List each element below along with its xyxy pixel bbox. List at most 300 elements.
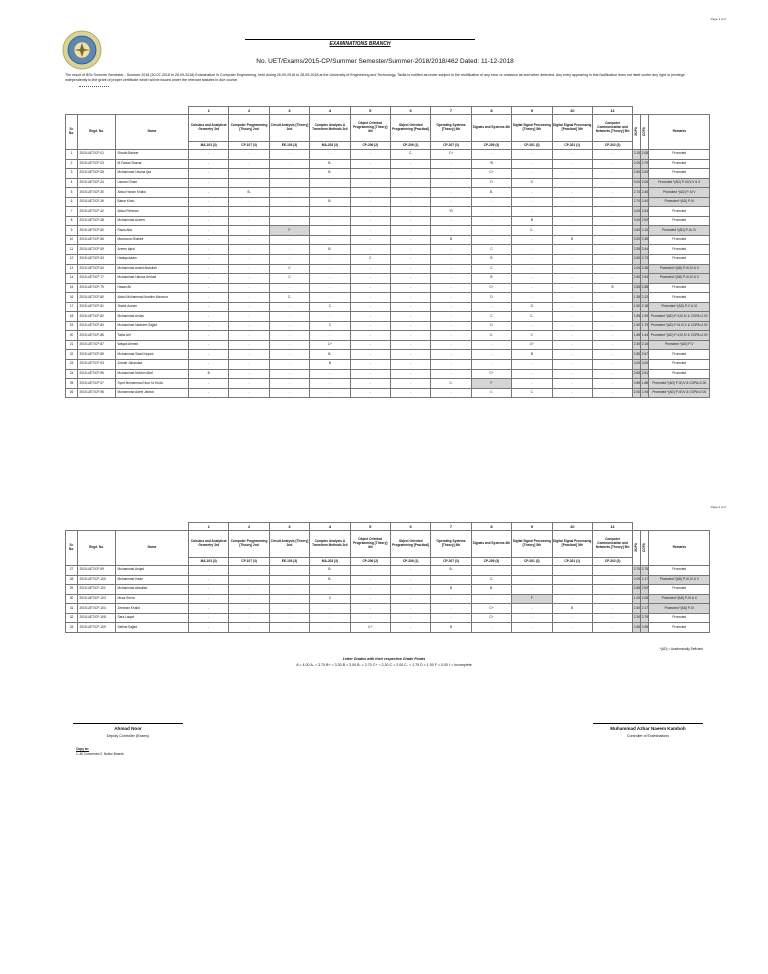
grade-cell: C-	[269, 293, 309, 303]
regd-cell: 2015-UET/CP-86	[78, 331, 116, 341]
course-code: CP-302 (3)	[592, 142, 632, 150]
sgpa-cell: 2.85	[633, 350, 641, 360]
name-cell: Raiza Alfa	[116, 226, 189, 236]
grade-cell: -	[390, 360, 430, 370]
grade-cell: -	[189, 226, 229, 236]
grade-cell: D	[512, 302, 552, 312]
sr-cell: 29	[66, 585, 78, 595]
signature-right	[592, 723, 704, 738]
sgpa-cell: 2.70	[633, 566, 641, 576]
subject-header: Computer Communication and Networks [Theory] 5th	[592, 531, 632, 558]
sgpa-cell: 2.70	[633, 197, 641, 207]
grade-cell: -	[512, 274, 552, 284]
grade-cell: -	[592, 331, 632, 341]
sgpa-cell: 1.50	[633, 302, 641, 312]
sgpa-cell: 2.65	[633, 369, 641, 379]
grade-cell: C-	[431, 379, 471, 389]
grade-cell: -	[350, 360, 390, 370]
sr-cell: 4	[66, 178, 78, 188]
sgpa-cell: 2.85	[633, 585, 641, 595]
cgpa-cell: 2.16	[641, 340, 649, 350]
grade-cell: -	[350, 245, 390, 255]
regd-cell: 2015-UET/CP-48	[78, 216, 116, 226]
grade-cell: -	[390, 350, 430, 360]
subject-header: Object Oriented Programming [Theory] 4th	[350, 531, 390, 558]
sgpa-header	[633, 531, 641, 566]
grade-cell: -	[431, 283, 471, 293]
grade-cell: -	[189, 321, 229, 331]
regd-cell: 2015-UET/CP-79	[78, 283, 116, 293]
grade-cell: -	[592, 188, 632, 198]
name-cell: Muhammad Hamza Arshad	[116, 274, 189, 284]
grade-cell: *D	[471, 159, 511, 169]
regd-cell: 2015-UET/CP-64	[78, 264, 116, 274]
grade-cell: -	[229, 585, 269, 595]
grade-cell: -	[269, 216, 309, 226]
grade-cell: -	[431, 159, 471, 169]
sr-cell: 14	[66, 274, 78, 284]
grade-cell: -	[269, 150, 309, 160]
grade-cell: C	[310, 302, 350, 312]
name-cell: Zohaib Jahandad	[116, 360, 189, 370]
grade-cell: -	[431, 178, 471, 188]
table-row	[66, 379, 710, 389]
sr-cell: 25	[66, 379, 78, 389]
grade-cell: B	[552, 235, 592, 245]
grade-cell: -	[592, 623, 632, 633]
remarks-cell: Promoted *(AD) P-V	[649, 340, 710, 350]
course-code: MA-103 (3)	[189, 142, 229, 150]
cgpa-cell: 2.51	[641, 369, 649, 379]
grade-cell: -	[229, 369, 269, 379]
grade-cell: -	[431, 226, 471, 236]
grade-cell: -	[390, 566, 430, 576]
grade-cell: -	[229, 566, 269, 576]
grade-cell: -	[592, 274, 632, 284]
sr-cell: 7	[66, 207, 78, 217]
subject-header: Calculus and Analytical Geometry 3rd	[189, 115, 229, 142]
sr-cell: 6	[66, 197, 78, 207]
grade-cell: -	[229, 226, 269, 236]
grade-cell: -	[390, 312, 430, 322]
cgpa-cell: 2.40	[641, 197, 649, 207]
name-cell: Muhammad Saad Kayani	[116, 350, 189, 360]
grade-cell: -	[310, 255, 350, 265]
grade-cell: -	[592, 207, 632, 217]
grade-cell: -	[390, 594, 430, 604]
grade-cell: -	[512, 245, 552, 255]
grade-cell: -	[269, 169, 309, 179]
remarks-cell: Promoted	[649, 283, 710, 293]
grade-cell: -	[269, 379, 309, 389]
grade-cell: -	[189, 197, 229, 207]
cgpa-cell: 2.08	[641, 594, 649, 604]
signatory-designation: Deputy Controller (Exams)	[106, 734, 150, 738]
grade-cell: -	[189, 245, 229, 255]
cgpa-cell: 2.95	[641, 623, 649, 633]
grade-cell: -	[512, 585, 552, 595]
table-row	[66, 321, 710, 331]
name-cell: Abdul Hanan Khalid	[116, 188, 189, 198]
grade-cell: -	[390, 613, 430, 623]
sr-header: Sr. No.	[66, 531, 78, 566]
grade-cell: C-	[471, 331, 511, 341]
grade-cell: -	[310, 226, 350, 236]
sgpa-cell: 2.30	[633, 340, 641, 350]
remarks-header: Remarks	[649, 531, 710, 566]
table-row	[66, 585, 710, 595]
regd-cell: 2015-UET/CP-93	[78, 360, 116, 370]
name-cell: Muhammad Adeel Jabbar	[116, 388, 189, 398]
branch-title: EXAMINATIONS BRANCH	[329, 41, 391, 47]
sr-cell: 10	[66, 235, 78, 245]
course-code: CP-301 (3)	[512, 142, 552, 150]
grade-cell: -	[229, 150, 269, 160]
grade-cell: -	[431, 331, 471, 341]
grade-cell: -	[552, 226, 592, 236]
signature-line	[73, 723, 183, 724]
grade-cell: -	[269, 245, 309, 255]
grade-cell: -	[552, 245, 592, 255]
grade-cell: -	[552, 302, 592, 312]
grade-cell: -	[269, 283, 309, 293]
grade-cell: -	[229, 594, 269, 604]
regd-cell: 2015-UET/CP-81	[78, 302, 116, 312]
course-code: CP-301 (3)	[512, 558, 552, 566]
grade-cell: -	[552, 340, 592, 350]
grade-cell: -	[431, 350, 471, 360]
grade-cell: -	[512, 150, 552, 160]
grade-cell: -	[512, 207, 552, 217]
cgpa-header	[641, 115, 649, 150]
grade-cell: -	[310, 150, 350, 160]
remarks-cell: Promoted *(AD) P-IV,V	[649, 188, 710, 198]
subject-header: Operating Systems [Theory] 4th	[431, 115, 471, 142]
table-row	[66, 360, 710, 370]
grade-cell: -	[552, 159, 592, 169]
grade-cell: -	[390, 369, 430, 379]
grade-cell: -	[350, 188, 390, 198]
column-number: 4	[310, 523, 350, 531]
remarks-cell: Promoted	[649, 150, 710, 160]
regd-cell: 2015-UET/CP-97	[78, 379, 116, 389]
grade-cell: -	[552, 283, 592, 293]
sr-cell: 12	[66, 255, 78, 265]
table-row	[66, 207, 710, 217]
sr-cell: 26	[66, 388, 78, 398]
grade-cell: -	[592, 169, 632, 179]
regd-cell: 2015-UET/CP-59	[78, 245, 116, 255]
remarks-cell: Promoted	[649, 235, 710, 245]
grade-cell: -	[552, 264, 592, 274]
cgpa-cell: 2.67	[641, 350, 649, 360]
grade-cell: -	[592, 178, 632, 188]
grade-cell: -	[390, 623, 430, 633]
grade-cell: -	[390, 321, 430, 331]
grade-cell: F	[471, 379, 511, 389]
grade-cell: -	[189, 264, 229, 274]
grade-cell: C	[310, 594, 350, 604]
grade-cell: -	[431, 302, 471, 312]
grade-cell: -	[390, 245, 430, 255]
grade-cell: *D	[431, 207, 471, 217]
column-number: 8	[471, 523, 511, 531]
grade-cell: -	[512, 321, 552, 331]
remarks-cell: Promoted	[649, 169, 710, 179]
sgpa-cell: 3.00	[633, 207, 641, 217]
grade-cell: -	[350, 379, 390, 389]
remarks-cell: Promoted	[649, 245, 710, 255]
regd-cell: 2015-UET/CP-101	[78, 585, 116, 595]
signatory-name: Muhammad Azhar Naeem Kamboh	[610, 726, 686, 731]
table-row	[66, 575, 710, 585]
sgpa-cell: 2.65	[633, 623, 641, 633]
grade-cell: -	[189, 331, 229, 341]
cgpa-cell: 2.18	[641, 302, 649, 312]
grade-cell: -	[350, 159, 390, 169]
grade-cell: -	[552, 613, 592, 623]
grade-cell: -	[229, 159, 269, 169]
name-cell: Muhammad Mohsin Altaf	[116, 369, 189, 379]
column-number: 5	[350, 523, 390, 531]
grade-cell: -	[431, 360, 471, 370]
grade-cell: -	[269, 197, 309, 207]
regd-cell: 2015-UET/CP-104	[78, 604, 116, 614]
grade-cell: -	[229, 274, 269, 284]
grade-cell: -	[310, 216, 350, 226]
table-row	[66, 255, 710, 265]
remarks-cell: Promoted *(AD) P-III,IV & CGPA<2.00	[649, 379, 710, 389]
grade-cell: -	[350, 216, 390, 226]
regd-cell: 2015-UET/CP-42	[78, 207, 116, 217]
grade-cell: -	[471, 566, 511, 576]
grade-cell: -	[592, 312, 632, 322]
subject-row	[66, 531, 710, 558]
grade-cell: -	[350, 604, 390, 614]
grade-cell: -	[189, 159, 229, 169]
grade-cell: -	[269, 340, 309, 350]
grade-cell: -	[390, 188, 430, 198]
sr-cell: 31	[66, 604, 78, 614]
table-row	[66, 169, 710, 179]
cgpa-cell: 2.06	[641, 178, 649, 188]
grade-cell: -	[552, 216, 592, 226]
grade-cell: -	[269, 613, 309, 623]
regd-cell: 2015-UET/CP-98	[78, 388, 116, 398]
table-row	[66, 264, 710, 274]
grade-cell: -	[269, 575, 309, 585]
grade-cell: -	[431, 340, 471, 350]
grade-cell: B-	[310, 350, 350, 360]
grade-cell: -	[390, 379, 430, 389]
name-cell: Abdul Muhammad Ibrahim Mansoor	[116, 293, 189, 303]
sr-cell: 33	[66, 623, 78, 633]
column-number: 2	[229, 107, 269, 115]
university-logo	[62, 30, 102, 70]
grade-cell: -	[512, 369, 552, 379]
grade-cell: C+	[471, 613, 511, 623]
subject-header: Computer Programming [Theory] 2nd	[229, 115, 269, 142]
regd-cell: 2015-UET/CP-24	[78, 178, 116, 188]
grade-cell: -	[189, 169, 229, 179]
grade-cell: C	[310, 321, 350, 331]
grade-cell: -	[269, 585, 309, 595]
sr-cell: 3	[66, 169, 78, 179]
remarks-cell: Promoted *(AD) P-V & VI	[649, 302, 710, 312]
grade-cell: C	[471, 245, 511, 255]
grade-cell: B	[471, 274, 511, 284]
sr-cell: 24	[66, 369, 78, 379]
name-cell: Muhammad Amjad	[116, 566, 189, 576]
sgpa-cell: 0.80	[633, 226, 641, 236]
grade-cell: -	[269, 302, 309, 312]
grade-cell: -	[592, 350, 632, 360]
grade-cell: -	[189, 283, 229, 293]
remarks-cell: Promoted	[649, 585, 710, 595]
sr-cell: 23	[66, 360, 78, 370]
grade-cell: -	[189, 623, 229, 633]
grade-cell: -	[390, 604, 430, 614]
regd-header: Regd. No.	[78, 531, 116, 566]
grade-cell: -	[229, 331, 269, 341]
remarks-cell: Promoted	[649, 207, 710, 217]
grade-cell: C+	[512, 340, 552, 350]
grade-cell: -	[350, 350, 390, 360]
grade-cell: -	[390, 197, 430, 207]
sgpa-cell: 2.50	[633, 274, 641, 284]
grade-cell: -	[552, 623, 592, 633]
grade-cell: -	[269, 604, 309, 614]
name-cell: Zeeshan Khalid	[116, 604, 189, 614]
sgpa-cell: 2.00	[633, 159, 641, 169]
grade-cell: -	[269, 594, 309, 604]
grade-cell: B	[431, 585, 471, 595]
name-header: Name	[116, 115, 189, 150]
grade-cell: -	[431, 594, 471, 604]
grade-cell: -	[592, 379, 632, 389]
grade-cell: -	[269, 312, 309, 322]
grade-cell: -	[431, 388, 471, 398]
grade-cell: -	[310, 274, 350, 284]
course-code: MA-103 (3)	[189, 558, 229, 566]
regd-cell: 2015-UET/CP-03	[78, 159, 116, 169]
grade-cell: C-	[471, 575, 511, 585]
regd-cell: 2015-UET/CP-109	[78, 623, 116, 633]
course-code: CP-301 (1)	[552, 142, 592, 150]
grade-cell: C	[512, 388, 552, 398]
grade-cell: -	[592, 566, 632, 576]
cgpa-cell: 2.53	[641, 207, 649, 217]
grade-cell: -	[552, 197, 592, 207]
name-cell: Waqas Ahmed	[116, 340, 189, 350]
sgpa-cell: 2.60	[633, 255, 641, 265]
grade-cell: C-	[512, 312, 552, 322]
cgpa-cell: 2.75	[641, 566, 649, 576]
grade-cell: -	[592, 264, 632, 274]
dotted-line	[79, 86, 109, 87]
grade-cell: -	[189, 235, 229, 245]
sgpa-cell: 2.00	[633, 388, 641, 398]
table-row	[66, 188, 710, 198]
course-code: CP-301 (1)	[552, 558, 592, 566]
grade-legend: A = 4.00 A- = 3.70 B+ = 3.30 B = 3.00 B- = 2.70 C+ = 2.30 C = 2.00 C- = 1.70 D = 1.00 F = 0.00 I = Incomplete	[296, 663, 472, 667]
name-cell: Muhammad Attaullah	[116, 585, 189, 595]
remarks-cell: Promoted *(AD) P-III,IV & V	[649, 575, 710, 585]
grade-cell: B-	[310, 197, 350, 207]
grade-cell: -	[229, 613, 269, 623]
remarks-cell: Promoted *(AD) P-II,III,IV & CGPA<2.00	[649, 312, 710, 322]
cgpa-cell: 1.79	[641, 321, 649, 331]
grade-cell: -	[431, 613, 471, 623]
sgpa-cell: 2.70	[633, 188, 641, 198]
grade-cell: -	[269, 350, 309, 360]
sr-cell: 16	[66, 293, 78, 303]
subject-header: Computer Programming [Theory] 2nd	[229, 531, 269, 558]
grade-cell: -	[350, 585, 390, 595]
column-number-row	[66, 107, 710, 115]
regd-cell: 2015-UET/CP-36	[78, 197, 116, 207]
course-code: EE-103 (3)	[269, 558, 309, 566]
grade-cell: -	[310, 178, 350, 188]
name-cell: Muhammad Ihsan	[116, 575, 189, 585]
grade-cell: C+	[471, 369, 511, 379]
table-row	[66, 159, 710, 169]
signature-line	[593, 723, 703, 724]
page-number: Page 1 of 2	[710, 17, 726, 21]
table-row	[66, 594, 710, 604]
cgpa-label: CGPA	[641, 126, 646, 136]
grade-cell: -	[592, 604, 632, 614]
grade-cell: -	[189, 594, 229, 604]
grade-cell: -	[512, 623, 552, 633]
table-row	[66, 350, 710, 360]
column-number: 11	[592, 107, 632, 115]
column-number: 9	[512, 523, 552, 531]
grade-cell: -	[189, 216, 229, 226]
sgpa-cell: 1.35	[633, 293, 641, 303]
grade-cell: -	[592, 245, 632, 255]
grade-cell: -	[552, 566, 592, 576]
grade-cell: -	[390, 293, 430, 303]
grade-cell: -	[390, 178, 430, 188]
grade-cell: -	[189, 379, 229, 389]
grade-cell: -	[431, 255, 471, 265]
name-cell: Moaz Shera	[116, 594, 189, 604]
grade-cell: -	[431, 604, 471, 614]
grade-cell: -	[471, 360, 511, 370]
grade-cell: C	[471, 312, 511, 322]
cgpa-cell: 2.45	[641, 235, 649, 245]
grade-cell: -	[350, 264, 390, 274]
course-code: MA-203 (3)	[310, 142, 350, 150]
remarks-cell: Promoted *(AD) P-III	[649, 604, 710, 614]
name-cell: Syed Muhammad Noor Ul Huda	[116, 379, 189, 389]
grade-cell: -	[552, 312, 592, 322]
grade-cell: -	[592, 255, 632, 265]
grade-cell: C+	[471, 283, 511, 293]
cgpa-cell: 2.17	[641, 604, 649, 614]
remarks-cell: Promoted *(AD) P-II,III,IV & CGPA<2.00	[649, 331, 710, 341]
grade-cell: B	[471, 255, 511, 265]
grade-cell: -	[189, 340, 229, 350]
grade-cell: -	[390, 255, 430, 265]
grade-cell: B	[189, 369, 229, 379]
grade-cell: -	[431, 245, 471, 255]
signatory-designation: Controller of Examinations	[626, 734, 670, 738]
grade-cell: -	[431, 197, 471, 207]
grade-cell: -	[431, 188, 471, 198]
grade-cell: -	[512, 188, 552, 198]
